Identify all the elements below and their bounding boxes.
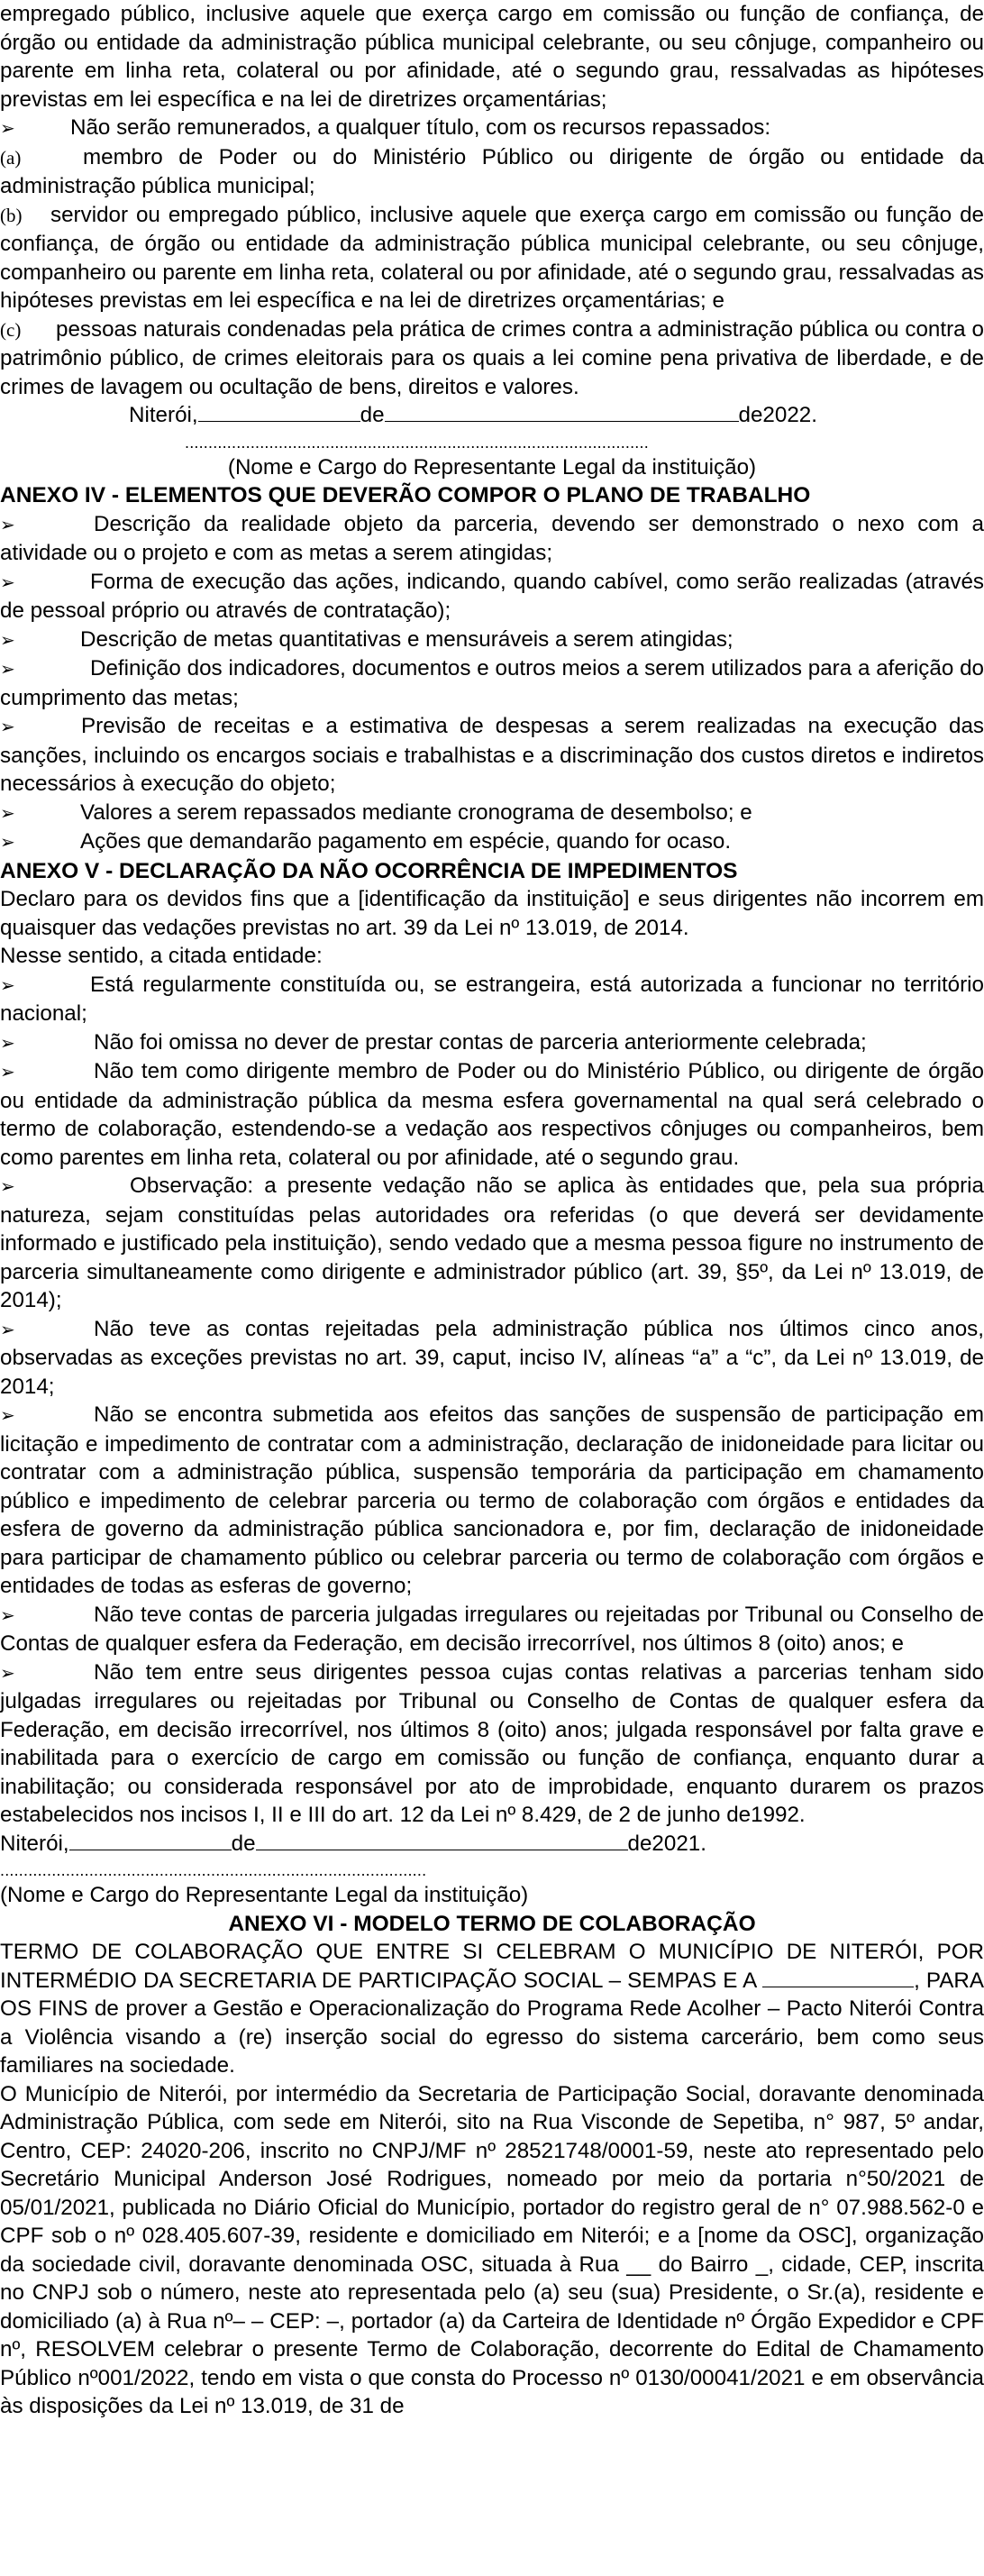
arrow-bullet-icon: ➢ <box>0 1318 15 1340</box>
list-item-text: Não foi omissa no dever de prestar contas de parceria anteriormente celebrada; <box>94 1029 867 1055</box>
list-item-text: Não se encontra submetida aos efeitos das sanções de suspensão de participação em licitação e impedimento de contratar com a administração, declaração de inidoneidade para licitar ou contratar com a administração pública, suspensão temporária da participação em chamamento público e impedimento de celebrar parceria ou termo de colaboração com órgãos e entidades da esfera de governo da administração pública sancionadora e, por fim, declaração de inidoneidade para participar de chamamento público ou celebrar parceria ou termo de colaboração com órgãos e entidades de todas as esferas de governo; <box>0 1402 984 1598</box>
list-item <box>0 1601 984 1658</box>
list-item <box>0 114 984 143</box>
signature-de: de <box>231 1831 256 1856</box>
list-item-text: Não serão remunerados, a qualquer título, com os recursos repassados: <box>70 115 771 140</box>
signature-year: de2022. <box>738 403 817 427</box>
sub-item-label: (b) <box>0 204 23 226</box>
sub-item-a <box>0 143 984 201</box>
signature-year: de2021. <box>627 1831 706 1856</box>
list-item-text: Está regularmente constituída ou, se estrangeira, está autorizada a funcionar no território nacional; <box>0 972 984 1026</box>
list-item <box>0 1401 984 1601</box>
signature-dots: ........................................................................................... <box>0 1861 427 1879</box>
arrow-bullet-icon: ➢ <box>0 628 15 651</box>
list-item-text: Não teve as contas rejeitadas pela administração pública nos últimos cinco anos, observadas as exceções previstas no art. 39, caput, inciso IV, alíneas “a” a “c”, da Lei nº 13.019, de 2014; <box>0 1316 984 1399</box>
list-item <box>0 1028 984 1058</box>
arrow-bullet-icon: ➢ <box>0 831 15 853</box>
list-item <box>0 1315 984 1402</box>
blank-month <box>256 1832 628 1850</box>
signature-city: Niterói, <box>129 403 198 427</box>
signature-date-line <box>0 401 984 430</box>
sub-item-text: servidor ou empregado público, inclusive aquele que exerça cargo em comissão ou função de confiança, de órgão ou entidade da administração pública municipal celebrante, ou seu cônjuge, companheiro ou parente em linha reta, colateral ou por afinidade, até o segundo grau, ressalvadas as hipóteses previstas em lei específica e na lei de diretrizes orçamentárias; e <box>0 202 984 313</box>
signature-city: Niterói, <box>0 1831 69 1856</box>
termo-body: O Município de Niterói, por intermédio da Secretaria de Participação Social, doravante denominada Administração Pública, com sede em Niterói, sito na Rua Visconde de Sepetiba, n° 987, 5º andar, Centro, CEP: 24020-206, inscrito no CNPJ/MF nº 28521748/0001-59, neste ato representado pelo Secretário Municipal Anderson José Rodrigues, nomeado por meio da portaria n°50/2021 de 05/01/2021, publicada no Diário Oficial do Município, portador do registro geral de n° 07.988.562-0 e CPF sob o nº 028.405.607-39, residente e domiciliado em Niterói; e a [nome da OSC], organização da sociedade civil, doravante denominada OSC, situada à Rua __ do Bairro _, cidade, CEP, inscrita no CNPJ sob o número, neste ato representada pelo (a) seu (sua) Presidente, o Sr.(a), residente e domiciliado (a) à Rua nº– – CEP: –, portador (a) da Carteira de Identidade nº Órgão Expedidor e CPF nº, RESOLVEM celebrar o presente Termo de Colaboração, decorrente do Edital de Chamamento Público nº001/2022, tendo em vista o que consta do Processo nº 0130/00041/2021 e em observância às disposições da Lei nº 13.019, de 31 de <box>0 2081 984 2418</box>
list-item <box>0 712 984 799</box>
list-item <box>0 1057 984 1172</box>
arrow-bullet-icon: ➢ <box>0 1061 15 1082</box>
anexo-vi-title: ANEXO VI - MODELO TERMO DE COLABORAÇÃO <box>228 1911 756 1936</box>
arrow-bullet-icon: ➢ <box>0 1404 15 1426</box>
blank-day <box>69 1832 232 1850</box>
arrow-bullet-icon: ➢ <box>0 513 15 535</box>
sub-item-b <box>0 201 984 315</box>
anexo-v-intro2: Nesse sentido, a citada entidade: <box>0 944 323 968</box>
sub-item-text: pessoas naturais condenadas pela prática de crimes contra a administração pública ou contra o patrimônio público, de crimes eleitorais para os quais a lei comine pena privativa de liberdade, e de crimes de lavagem ou ocultação de bens, direitos e valores. <box>0 316 984 399</box>
list-item <box>0 654 984 712</box>
list-item-text: Definição dos indicadores, documentos e outros meios a serem utilizados para a aferição do cumprimento das metas; <box>0 656 984 710</box>
arrow-bullet-icon: ➢ <box>0 716 15 737</box>
termo-header <box>0 1938 984 2080</box>
sub-item-label: (c) <box>0 318 22 341</box>
list-item-text: Descrição de metas quantitativas e mensuráveis a serem atingidas; <box>80 626 733 652</box>
blank-month <box>385 403 739 422</box>
arrow-bullet-icon: ➢ <box>0 801 15 824</box>
termo-header-text: TERMO DE COLABORAÇÃO QUE ENTRE SI CELEBRAM O MUNICÍPIO DE NITERÓI, POR INTERMÉDIO DA SECRETARIA DE PARTICIPAÇÃO SOCIAL – SEMPAS E A <box>0 1940 984 1993</box>
list-item-text: Ações que demandarão pagamento em espécie, quando for ocaso. <box>80 829 732 854</box>
arrow-bullet-icon: ➢ <box>0 571 15 593</box>
list-item <box>0 799 984 828</box>
sub-item-c <box>0 315 984 402</box>
blank-day <box>198 403 360 422</box>
list-item <box>0 626 984 655</box>
list-item <box>0 971 984 1028</box>
list-item <box>0 1172 984 1315</box>
anexo-iv-title: ANEXO IV - ELEMENTOS QUE DEVERÃO COMPOR O PLANO DE TRABALHO <box>0 483 811 507</box>
list-item-text: Observação: a presente vedação não se aplica às entidades que, pela sua própria natureza, sejam constituídas pelas autoridades ora referidas (o que deverá ser devidamente informado e justificado pela instituição), sendo vedado que a mesma pessoa figure no instrumento de parceria simultaneamente como dirigente e administrador público (art. 39, §5º, da Lei nº 13.019, de 2014); <box>0 1174 984 1312</box>
signature-dots: ................................................................................................... <box>185 433 649 452</box>
arrow-bullet-icon: ➢ <box>0 117 15 139</box>
arrow-bullet-icon: ➢ <box>0 973 15 996</box>
signature-name: (Nome e Cargo do Representante Legal da instituição) <box>0 1883 529 1907</box>
sub-item-label: (a) <box>0 146 22 169</box>
list-item <box>0 827 984 857</box>
sub-item-text: membro de Poder ou do Ministério Público ou dirigente de órgão ou entidade da administração pública municipal; <box>0 144 984 198</box>
list-item <box>0 568 984 626</box>
arrow-bullet-icon: ➢ <box>0 1603 15 1626</box>
signature-date-line <box>0 1830 984 1859</box>
list-item-text: Valores a serem repassados mediante cronograma de desembolso; e <box>80 799 752 825</box>
list-item-text: Descrição da realidade objeto da parceria, devendo ser demonstrado o nexo com a atividade ou o projeto e com as metas a serem atingidas; <box>0 511 984 565</box>
anexo-v-title: ANEXO V - DECLARAÇÃO DA NÃO OCORRÊNCIA DE IMPEDIMENTOS <box>0 858 738 883</box>
list-item-text: Não teve contas de parceria julgadas irregulares ou rejeitadas por Tribunal ou Conselho de Contas de qualquer esfera da Federação, em decisão irrecorrível, nos últimos 8 (oito) anos; e <box>0 1602 984 1656</box>
list-item <box>0 1658 984 1830</box>
signature-de: de <box>360 403 385 427</box>
arrow-bullet-icon: ➢ <box>0 658 15 680</box>
list-item-text: Previsão de receitas e a estimativa de despesas a serem realizadas na execução das sanções, incluindo os encargos sociais e trabalhistas e a discriminação dos custos diretos e indiretos necessários à execução do objeto; <box>0 714 984 796</box>
termo-header-text-2: , PARA OS FINS de prover a Gestão e Operacionalização do Programa Rede Acolher – Pacto Niterói Contra a Violência visando a (re) inserção social do egresso do sistema carcerário, bem como seus familiares na sociedade. <box>0 1968 984 2078</box>
list-item-text: Não tem como dirigente membro de Poder ou do Ministério Público, ou dirigente de órgão ou entidade da administração pública da mesma esfera governamental na qual será celebrado o termo de colaboração, estendendo-se a vedação aos respectivos cônjuges ou companheiros, bem como parentes em linha reta, colateral ou por afinidade, até o segundo grau. <box>0 1059 984 1170</box>
intro-paragraph: empregado público, inclusive aquele que exerça cargo em comissão ou função de confiança, de órgão ou entidade da administração pública municipal celebrante, ou seu cônjuge, companheiro ou parente em linha reta, colateral ou por afinidade, até o segundo grau, ressalvadas as hipóteses previstas em lei específica e na lei de diretrizes orçamentárias; <box>0 2 984 112</box>
arrow-bullet-icon: ➢ <box>0 1661 15 1684</box>
list-item <box>0 510 984 568</box>
signature-name: (Nome e Cargo do Representante Legal da instituição) <box>227 454 757 480</box>
list-item-text: Não tem entre seus dirigentes pessoa cujas contas relativas a parcerias tenham sido julgadas irregulares ou rejeitadas por Tribunal ou Conselho de Contas de qualquer esfera da Federação, em decisão irrecorrível, nos últimos 8 (oito) anos; julgada responsável por falta grave e inabilitada para o exercício de cargo em comissão ou função de confiança, enquanto durar a inabilitação; ou considerada responsável por ato de improbidade, enquanto durarem os prazos estabelecidos nos incisos I, II e III do art. 12 da Lei nº 8.429, de 2 de junho de1992. <box>0 1659 984 1827</box>
anexo-v-intro: Declaro para os devidos fins que a [identificação da instituição] e seus dirigentes não incorrem em quaisquer das vedações previstas no art. 39 da Lei nº 13.019, de 2014. <box>0 887 984 940</box>
blank-osc-name <box>762 1969 914 1987</box>
arrow-bullet-icon: ➢ <box>0 1175 15 1197</box>
arrow-bullet-icon: ➢ <box>0 1031 15 1054</box>
list-item-text: Forma de execução das ações, indicando, quando cabível, como serão realizadas (através de pessoal próprio ou através de contratação); <box>0 569 984 623</box>
